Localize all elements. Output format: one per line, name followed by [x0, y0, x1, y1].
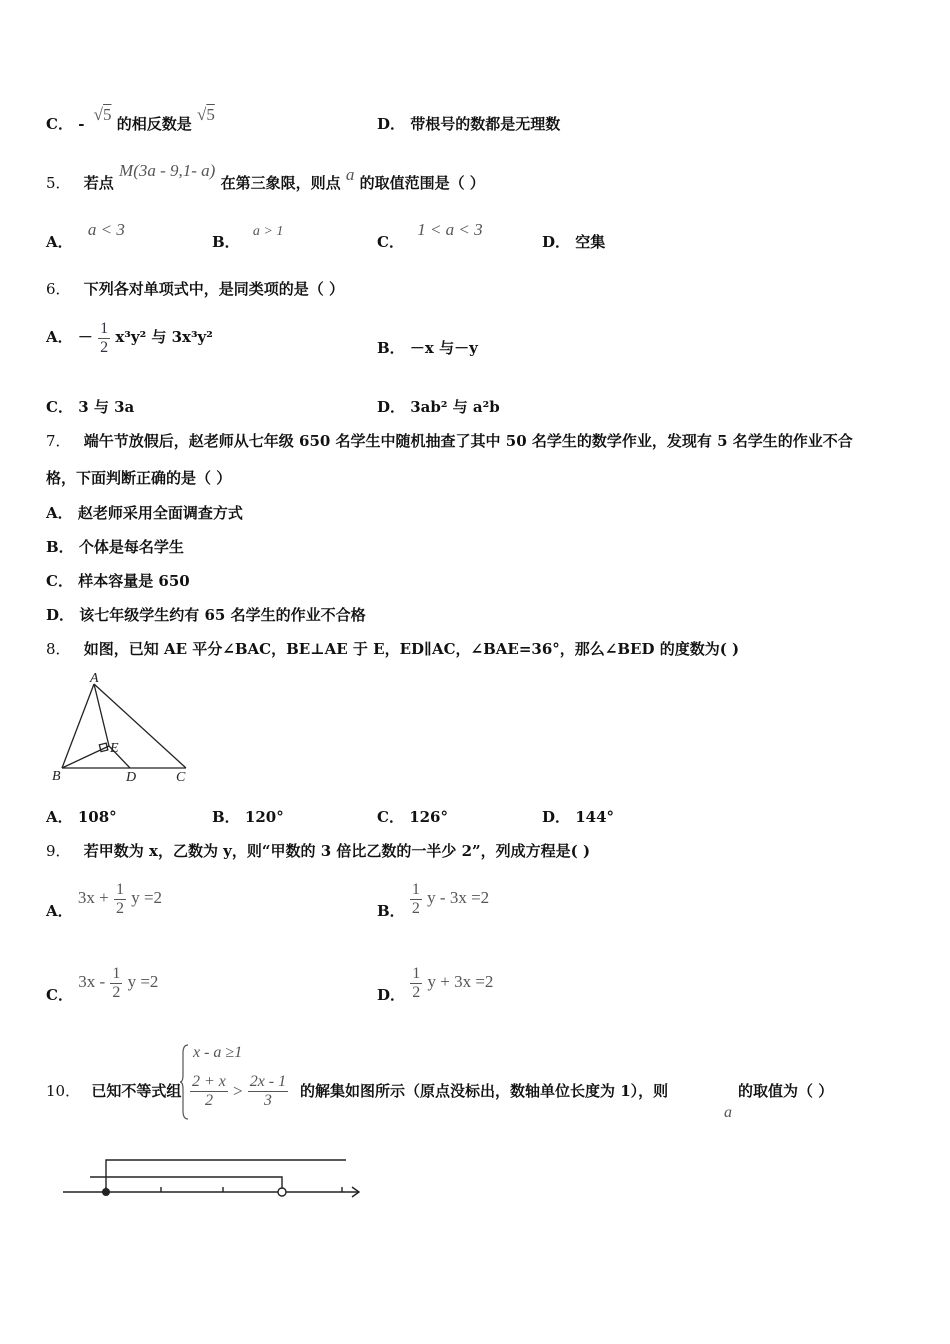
fraction: $\frac{1}{2}$: [100, 319, 109, 356]
neg-sign: -: [78, 115, 85, 133]
option-label: A．: [46, 902, 73, 920]
option-text: 126°: [409, 808, 448, 826]
option-math: a > 1: [252, 224, 284, 239]
fraction: $\frac{1}{2}$: [115, 880, 124, 917]
q5-option-a[interactable]: [46, 220, 125, 252]
question-10-number: [46, 1081, 181, 1101]
solution-range-upper: [106, 1160, 346, 1192]
question-number: 6．: [46, 280, 71, 298]
stem-text: 已知不等式组: [91, 1082, 182, 1100]
option-text: －x 与－y: [409, 339, 478, 357]
open-endpoint: [278, 1188, 286, 1196]
option-math: y =2: [131, 888, 163, 907]
option-text: 的相反数是: [116, 115, 192, 133]
point-expression: M(3a - 9,1- a): [119, 161, 216, 180]
option-label: B．: [377, 339, 405, 357]
q7-option-b[interactable]: [46, 537, 184, 557]
option-label: C．: [46, 986, 73, 1004]
question-number: 5．: [46, 174, 71, 192]
question-7-stem-line2: [46, 468, 231, 488]
q8-option-d[interactable]: [542, 807, 614, 827]
option-label: D．: [542, 233, 571, 251]
fraction-right: $\frac{2x - 1}{3}$: [249, 1073, 287, 1109]
option-text: x³y² 与 3x³y²: [115, 328, 213, 346]
option-label: C．: [46, 572, 73, 590]
question-number: 10．: [46, 1082, 81, 1100]
q8-option-b[interactable]: [212, 807, 284, 827]
q8-option-a[interactable]: [46, 807, 117, 827]
option-text: 144°: [575, 808, 615, 826]
option-text: 3ab² 与 a²b: [410, 398, 500, 416]
q6-option-c[interactable]: [46, 397, 134, 417]
sqrt-expression: √5: [196, 105, 215, 124]
option-text: 个体是每名学生: [78, 538, 184, 556]
q6-option-b[interactable]: [377, 338, 478, 358]
option-label: A．: [46, 808, 73, 826]
q7-option-c[interactable]: [46, 571, 190, 591]
segment-ae: [94, 684, 109, 746]
option-math: y - 3x =2: [427, 888, 490, 907]
q4-option-c[interactable]: [46, 105, 215, 134]
label-d: D: [126, 770, 137, 785]
stem-text: 的取值为（ ）: [738, 1082, 834, 1100]
option-text: 120°: [244, 808, 284, 826]
q4-option-d[interactable]: [377, 114, 560, 134]
option-label: B．: [377, 902, 405, 920]
q9-option-d[interactable]: [377, 960, 493, 1004]
variable-a: a: [724, 1104, 732, 1121]
number-line-figure: [55, 1150, 365, 1210]
option-label: A．: [46, 233, 73, 251]
option-text: 3 与 3a: [78, 398, 135, 416]
fraction: $\frac{1}{2}$: [112, 964, 121, 1001]
minus-sign: －: [77, 328, 93, 346]
fraction: $\frac{1}{2}$: [411, 880, 420, 917]
question-9-stem: [46, 841, 590, 861]
option-math: y =2: [127, 972, 159, 991]
question-8-stem: [46, 639, 739, 659]
q5-option-d[interactable]: [542, 232, 605, 252]
fraction-left: $\frac{2 + x}{2}$: [192, 1073, 226, 1109]
question-10-stem: [300, 1081, 668, 1101]
option-text: 带根号的数都是无理数: [410, 115, 561, 133]
option-label: A．: [46, 504, 73, 522]
question-6-stem: [46, 279, 344, 299]
option-label: B．: [212, 808, 240, 826]
q9-option-c[interactable]: [46, 960, 158, 1004]
inequality-2: [190, 1073, 288, 1110]
right-angle-mark: [99, 743, 107, 751]
option-text: 空集: [575, 233, 606, 251]
option-math: 3x -: [78, 972, 106, 991]
closed-endpoint: [102, 1188, 110, 1196]
stem-text: 在第三象限，则点: [220, 174, 341, 192]
question-10-tail: [738, 1081, 833, 1101]
stem-text: 如图，已知 AE 平分∠BAC，BE⊥AE 于 E，ED∥AC，∠BAE=36°，那么∠BED 的度数为( ): [83, 640, 740, 658]
option-label: B．: [212, 233, 240, 251]
label-b: B: [52, 769, 61, 784]
stem-text: 的取值范围是（ ）: [359, 174, 485, 192]
q9-option-b[interactable]: [377, 876, 489, 920]
fraction: $\frac{1}{2}$: [412, 964, 421, 1001]
question-7-stem-line1: [46, 431, 853, 451]
stem-text: 下列各对单项式中，是同类项的是（ ）: [83, 280, 345, 298]
option-text: 样本容量是 650: [78, 572, 190, 590]
question-number: 8．: [46, 640, 71, 658]
option-label: A．: [46, 328, 73, 346]
stem-text: 若甲数为 x，乙数为 y，则“甲数的 3 倍比乙数的一半少 2”，列成方程是( ): [83, 842, 591, 860]
stem-text: 的解集如图所示（原点没标出，数轴单位长度为 1），则: [300, 1082, 669, 1100]
option-text: 该七年级学生约有 65 名学生的作业不合格: [79, 606, 366, 624]
option-text: 赵老师采用全面调查方式: [77, 504, 243, 522]
question-number: 7．: [46, 432, 71, 450]
option-label: D．: [46, 606, 75, 624]
variable: a: [345, 165, 355, 184]
q6-option-d[interactable]: [377, 397, 500, 417]
q8-option-c[interactable]: [377, 807, 448, 827]
segment-ac: [94, 684, 186, 768]
greater-sign: >: [233, 1081, 243, 1101]
question-5-stem: [46, 161, 485, 193]
label-e: E: [110, 741, 119, 756]
solution-range-lower: [90, 1177, 282, 1192]
question-number: 9．: [46, 842, 71, 860]
option-label: D．: [377, 115, 406, 133]
option-math: 1 < a < 3: [417, 220, 483, 239]
q5-option-b[interactable]: [212, 224, 284, 254]
option-label: C．: [46, 115, 73, 133]
q5-option-c[interactable]: [377, 220, 483, 252]
option-label: B．: [46, 538, 74, 556]
label-a: A: [90, 671, 99, 686]
stem-text: 端午节放假后，赵老师从七年级 650 名学生中随机抽查了其中 50 名学生的数学作业，发现有 5 名学生的作业不合: [83, 432, 853, 450]
option-label: D．: [377, 986, 406, 1004]
option-text: 108°: [77, 808, 117, 826]
stem-text: 若点: [83, 174, 114, 192]
sqrt-expression: √5: [93, 105, 112, 124]
q7-option-d[interactable]: [46, 605, 366, 625]
option-label: D．: [377, 398, 406, 416]
option-math: 3x +: [77, 888, 109, 907]
q6-option-a[interactable]: [46, 314, 213, 360]
option-label: D．: [542, 808, 571, 826]
q7-option-a[interactable]: [46, 503, 243, 523]
stem-text: 格，下面判断正确的是（ ）: [46, 469, 232, 487]
label-c: C: [176, 770, 186, 785]
option-label: C．: [377, 808, 404, 826]
option-label: C．: [377, 233, 404, 251]
option-math: y + 3x =2: [427, 972, 494, 991]
system-brace: [180, 1043, 190, 1121]
option-math: a < 3: [87, 220, 125, 239]
option-label: C．: [46, 398, 73, 416]
inequality-1: x - a ≥1: [193, 1044, 243, 1061]
q9-option-a[interactable]: [46, 876, 162, 920]
triangle-figure: [46, 670, 196, 788]
